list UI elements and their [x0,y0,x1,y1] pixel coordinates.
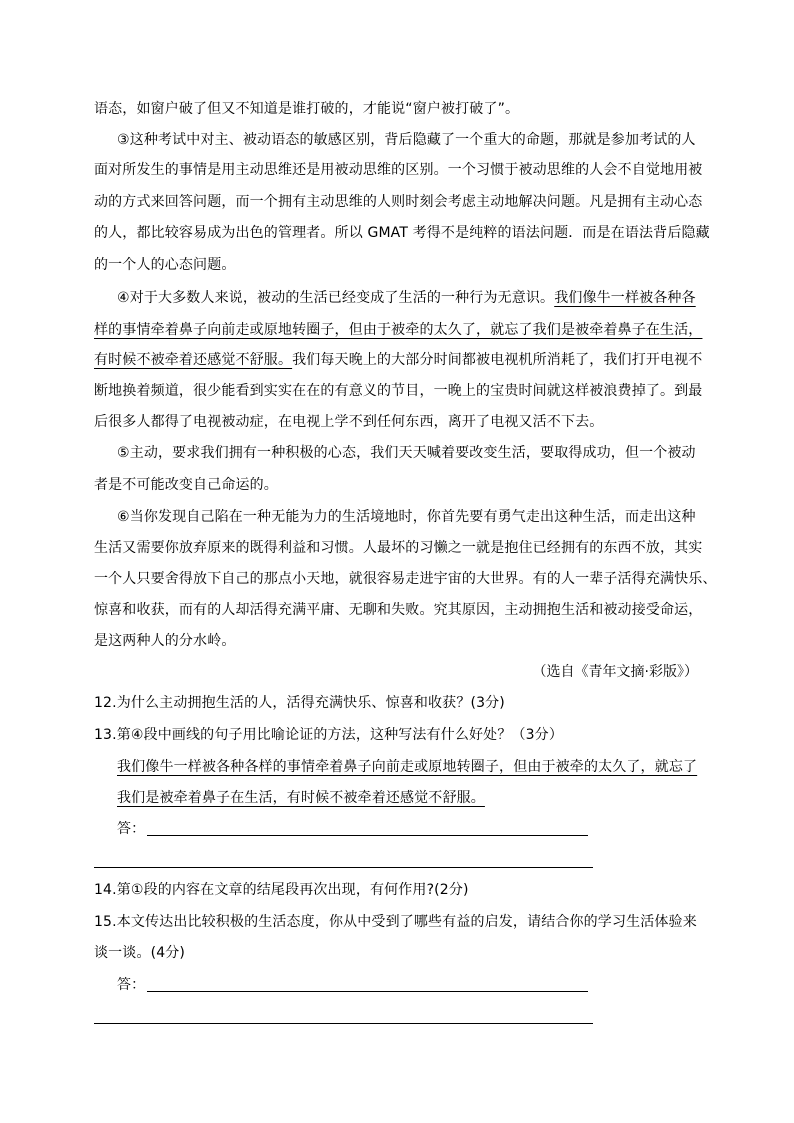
paragraph-4 [117,288,696,308]
passage-line [94,350,702,370]
source-citation: （选自《青年文摘·彩版》） [532,664,698,680]
passage-text: 我们每天晚上的大部分时间都被电视机所消耗了，我们打开电视不 [292,352,703,368]
passage-line: 面对所发生的事情是用主动思维还是用被动思维的区别。一个习惯于被动思维的人会不自觉地用被 [94,162,703,178]
question-13-quote: 我们像牛一样被各种各样的事情牵着鼻子向前走或原地转圈子，但由于被牵的太久了，就忘了 [117,759,698,775]
passage-line: 语态，如窗户破了但又不知道是谁打破的，才能说“窗户被打破了”。 [94,101,520,117]
passage-line: 惊喜和收获，而有的人却活得充满平庸、无聊和失败。究其原因，主动拥抱生活和被动接受命运， [94,602,703,618]
answer-label: 答： [117,977,146,993]
answer-line[interactable] [147,991,588,992]
passage-line: 断地换着频道，很少能看到实实在在的有意义的节目，一晚上的宝贵时间就这样被浪费掉了。到最 [94,383,703,399]
answer-label: 答： [117,821,146,837]
question-15: 谈一谈。(4分) [94,945,186,961]
underlined-metaphor-sentence: 样的事情牵着鼻子向前走或原地转圈子，但由于被牵的太久了，就忘了我们是被牵着鼻子在生活， [94,322,703,338]
passage-line: 一个人只要舍得放下自己的那点小天地，就很容易走进宇宙的大世界。有的人一辈子活得充满快乐、 [94,571,717,587]
underlined-metaphor-sentence: 有时候不被牵着还感觉不舒服。 [94,352,293,368]
paragraph-4-intro: ④对于大多数人来说，被动的生活已经变成了生活的一种行为无意识。 [117,290,555,306]
paragraph-3: ③这种考试中对主、被动语态的敏感区别，背后隐藏了一个重大的命题，那就是参加考试的人 [117,132,696,148]
paragraph-5: ⑤主动，要求我们拥有一种积极的心态，我们天天喊着要改变生活，要取得成功，但一个被动 [117,445,696,461]
passage-line: 者是不可能改变自己命运的。 [94,477,278,493]
question-12: 12.为什么主动拥抱生活的人，活得充满快乐、惊喜和收获？(3分) [94,695,505,711]
passage-line: 生活又需要你放弃原来的既得利益和习惯。人最坏的习懒之一就是抱住已经拥有的东西不放，其实 [94,540,703,556]
passage-line: 动的方式来回答问题，而一个拥有主动思维的人则时刻会考虑主动地解决问题。凡是拥有主动心态 [94,194,703,210]
underlined-metaphor-sentence: 我们像牛一样被各种各 [554,290,696,306]
passage-line: 的人，都比较容易成为出色的管理者。所以 GMAT 考得不是纯粹的语法问题．而是在语法背后隐藏 [94,225,710,241]
question-15: 15.本文传达出比较积极的生活态度，你从中受到了哪些有益的启发，请结合你的学习生活体验来 [94,914,697,930]
question-14: 14.第①段的内容在文章的结尾段再次出现，有何作用?(2分) [94,882,469,898]
answer-line[interactable] [94,1023,593,1024]
passage-line: 的一个人的心态问题。 [94,257,236,273]
passage-line: 是这两种人的分水岭。 [94,633,236,649]
question-13: 13.第④段中画线的句子用比喻论证的方法，这种写法有什么好处？（3分） [94,727,563,743]
question-13-quote: 我们是被牵着鼻子在生活，有时候不被牵着还感觉不舒服。 [117,790,485,806]
answer-line[interactable] [94,867,593,868]
paragraph-6: ⑥当你发现自己陷在一种无能为力的生活境地时，你首先要有勇气走出这种生活，而走出这种 [117,509,696,525]
answer-line[interactable] [147,835,588,836]
passage-line: 后很多人都得了电视被动症，在电视上学不到任何东西，离开了电视又活不下去。 [94,414,604,430]
